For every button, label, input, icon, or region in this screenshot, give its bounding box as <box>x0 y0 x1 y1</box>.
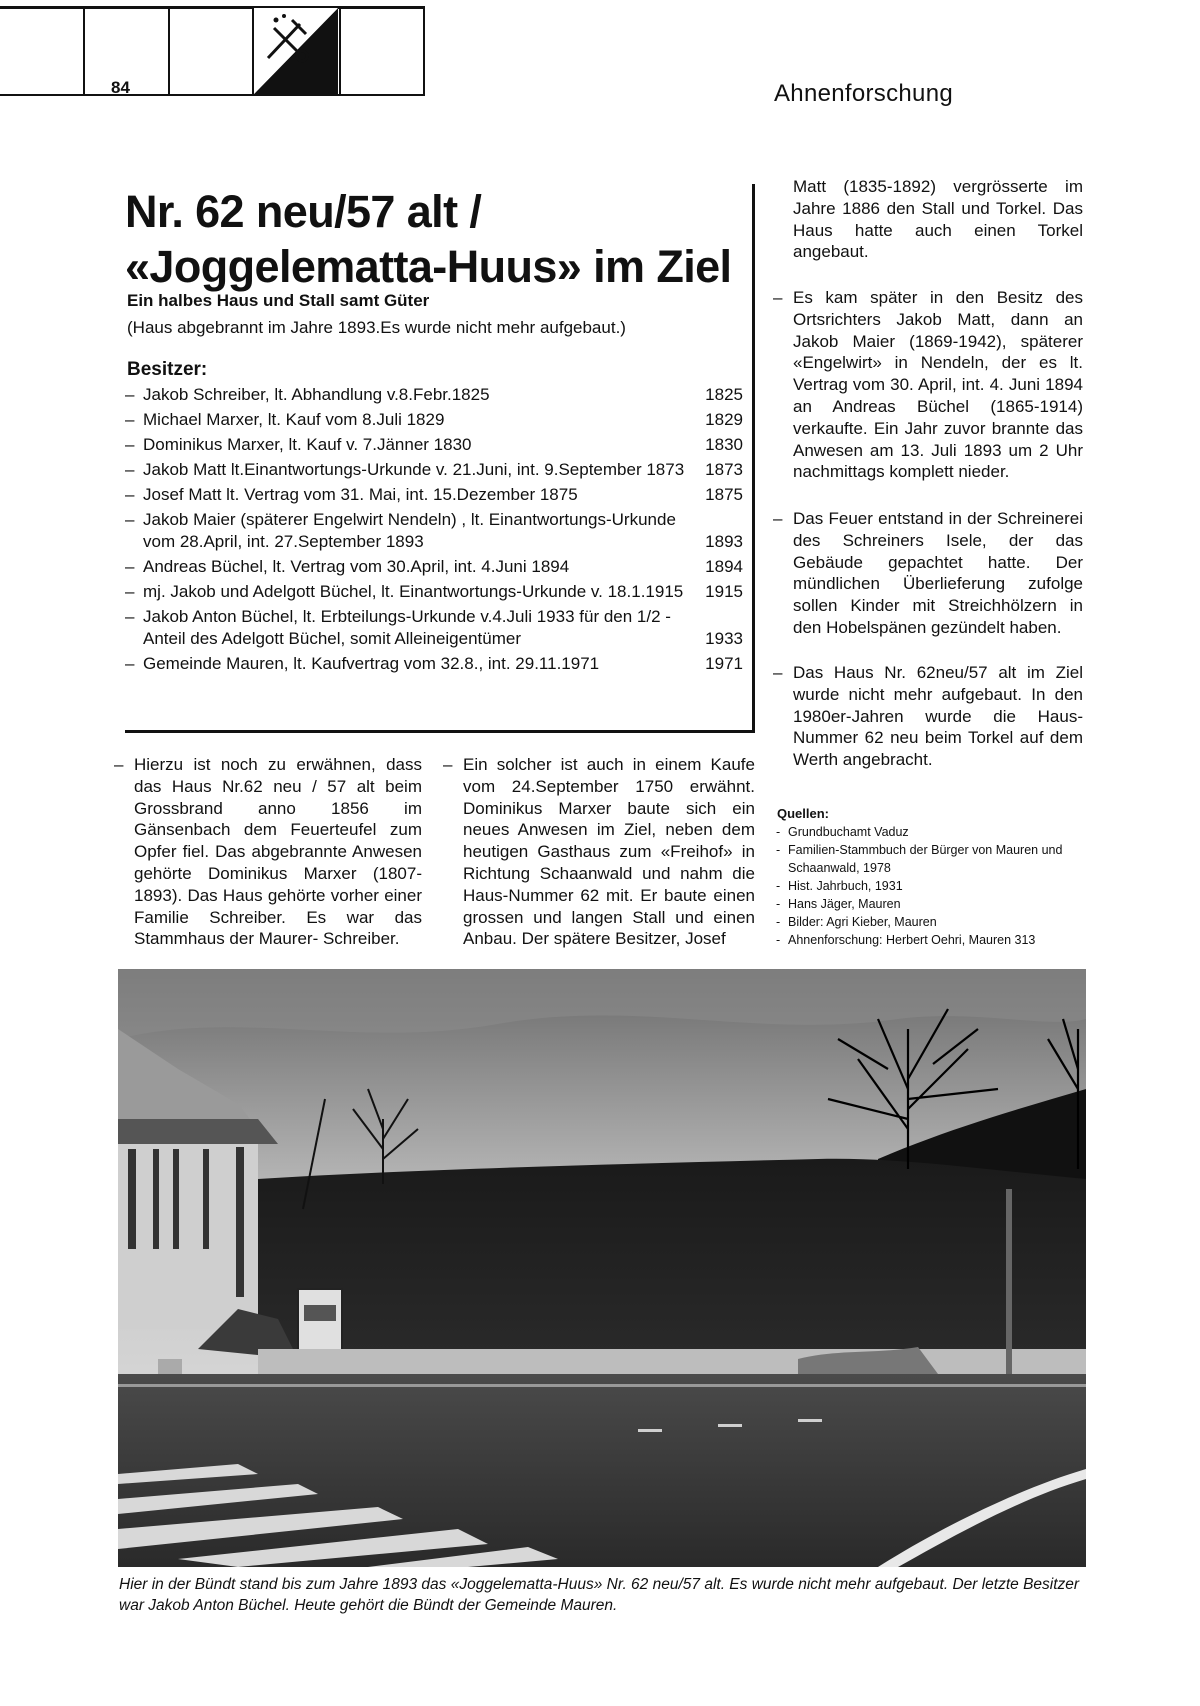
owner-item: – Jakob Matt lt.Einantwortungs-Urkunde v. 21.Juni, int. 9.September 1873 1873 <box>125 459 745 481</box>
owner-item: – Andreas Büchel, lt. Vertrag vom 30.April, int. 4.Juni 1894 1894 <box>125 556 745 578</box>
source-item: - Hans Jäger, Mauren <box>776 895 1096 913</box>
source-item: - Familien-Stammbuch der Bürger von Mauren und Schaanwald, 1978 <box>776 841 1096 877</box>
sources-list <box>776 823 1096 949</box>
dash-marker: – <box>114 755 124 774</box>
owner-year: 1971 <box>705 654 743 673</box>
header-tick <box>423 8 425 96</box>
owner-item: – mj. Jakob und Adelgott Büchel, lt. Einantwortungs-Urkunde v. 18.1.1915 1915 <box>125 581 745 603</box>
header-bottom-rule <box>0 94 425 96</box>
paragraph-col1: – Hierzu ist noch zu erwähnen, dass das Haus Nr.62 neu / 57 alt beim Grossbrand anno 1856 im Gänsenbach dem Feuerteufel zum Opfer fiel. Das abgebrannte Anwesen gehörte Dominikus Marxer (1807-1893). Das Haus gehörte vorher einer Familie Schreiber. Es war das Stammhaus der Maurer- Schreiber. <box>114 755 422 949</box>
owner-item: – Michael Marxer, lt. Kauf vom 8.Juli 1829 1829 <box>125 409 745 431</box>
owner-year: 1915 <box>705 582 743 601</box>
paragraph-col2: – Ein solcher ist auch in einem Kaufe vom 24.September 1750 erwähnt. Dominikus Marxer baute sich ein neues Anwesen im Ziel, neben dem heutigen Gasthaus zum «Freihof» in Richtung Schaanwald und nahm die Haus-Nummer 62 mit. Er baute einen grossen und langen Stall und einen Anbau. Der spätere Besitzer, Josef <box>443 755 755 949</box>
paragraph-col3-continuation: Matt (1835-1892) vergrösserte im Jahre 1886 den Stall und Torkel. Das Haus hatte auch einen Torkel angebaut. <box>793 177 1083 262</box>
owners-list <box>125 384 745 678</box>
table-rule-horizontal <box>125 730 755 733</box>
title-line-2: «Joggelematta-Huus» im Ziel <box>125 241 732 292</box>
dash-marker: – <box>773 663 783 682</box>
owner-item: – Jakob Maier (späterer Engelwirt Nendeln) , lt. Einantwortungs-Urkunde vom 28.April, int. 27.September 1893 1893 <box>125 509 745 553</box>
paragraph-col3-c: – Das Haus Nr. 62neu/57 alt im Ziel wurde nicht mehr aufgebaut. In den 1980er-Jahren wurde die Haus-Nummer 62 neu beim Torkel auf dem Werth angebracht. <box>773 663 1083 770</box>
dash-marker: – <box>773 288 783 307</box>
owner-year: 1933 <box>705 629 743 648</box>
owner-year: 1830 <box>705 435 743 454</box>
crossed-tools-icon <box>254 8 338 94</box>
dash-marker: – <box>773 509 783 528</box>
street-photo <box>118 969 1086 1567</box>
header-tick <box>168 8 170 96</box>
owner-year: 1829 <box>705 410 743 429</box>
article-subnote: (Haus abgebrannt im Jahre 1893.Es wurde nicht mehr aufgebaut.) <box>127 318 626 337</box>
article-subtitle: Ein halbes Haus und Stall samt Güter <box>127 291 430 310</box>
article-title <box>125 184 731 294</box>
paragraph-col3-b: – Das Feuer entstand in der Schreinerei des Schreiners Isele, der das Gebäude gepachtet hatte. Der mündlichen Überlieferung zufolge sollen Kinder mit Streichhölzern in den Hobelspänen gezündelt haben. <box>773 509 1083 637</box>
source-item: - Hist. Jahrbuch, 1931 <box>776 877 1096 895</box>
owners-heading: Besitzer: <box>127 359 208 380</box>
source-item: - Grundbuchamt Vaduz <box>776 823 1096 841</box>
owner-year: 1825 <box>705 385 743 404</box>
photo-illustration <box>118 969 1086 1567</box>
paragraph-col3-a: – Es kam später in den Besitz des Ortsrichters Jakob Matt, dann an Jakob Maier (1869-1942), späterer «Engelwirt» in Nendeln, der es lt. Vertrag vom 30. April, int. 4. Juni 1894 an Andreas Büchel (1865-1914) verkaufte. Ein Jahr zuvor brannte das Anwesen am 13. Juli 1893 um 2 Uhr nachmittags komplett nieder. <box>773 288 1083 482</box>
owner-year: 1893 <box>705 532 743 551</box>
owner-year: 1875 <box>705 485 743 504</box>
dash-marker: – <box>443 755 453 774</box>
owner-year: 1873 <box>705 460 743 479</box>
source-item: - Bilder: Agri Kieber, Mauren <box>776 913 1096 931</box>
page-number: 84 <box>111 78 130 97</box>
header-top-rule <box>0 6 425 9</box>
header-tick <box>83 8 85 96</box>
section-title: Ahnenforschung <box>774 80 953 107</box>
owner-year: 1894 <box>705 557 743 576</box>
owner-item: – Jakob Schreiber, lt. Abhandlung v.8.Febr.1825 1825 <box>125 384 745 406</box>
photo-caption: Hier in der Bündt stand bis zum Jahre 1893 das «Joggelematta-Huus» Nr. 62 neu/57 alt. Es wurde nicht mehr aufgebaut. Der letzte Besitzer war Jakob Anton Büchel. Heute gehört die Bündt der Gemeinde Mauren. <box>119 1576 1080 1614</box>
owner-item: – Jakob Anton Büchel, lt. Erbteilungs-Urkunde v.4.Juli 1933 für den 1/2 - Anteil des Adelgott Büchel, somit Alleineigentümer 1933 <box>125 606 745 650</box>
owner-item: – Josef Matt lt. Vertrag vom 31. Mai, int. 15.Dezember 1875 1875 <box>125 484 745 506</box>
owner-item: – Dominikus Marxer, lt. Kauf v. 7.Jänner 1830 1830 <box>125 434 745 456</box>
source-item: - Ahnenforschung: Herbert Oehri, Mauren 313 <box>776 931 1096 949</box>
page-header <box>0 0 1200 107</box>
sources-heading: Quellen: <box>777 806 830 821</box>
title-line-1: Nr. 62 neu/57 alt / <box>125 186 482 237</box>
owner-item: – Gemeinde Mauren, lt. Kaufvertrag vom 32.8., int. 29.11.1971 1971 <box>125 653 745 675</box>
header-tick <box>339 8 341 96</box>
table-rule-vertical <box>752 184 755 732</box>
